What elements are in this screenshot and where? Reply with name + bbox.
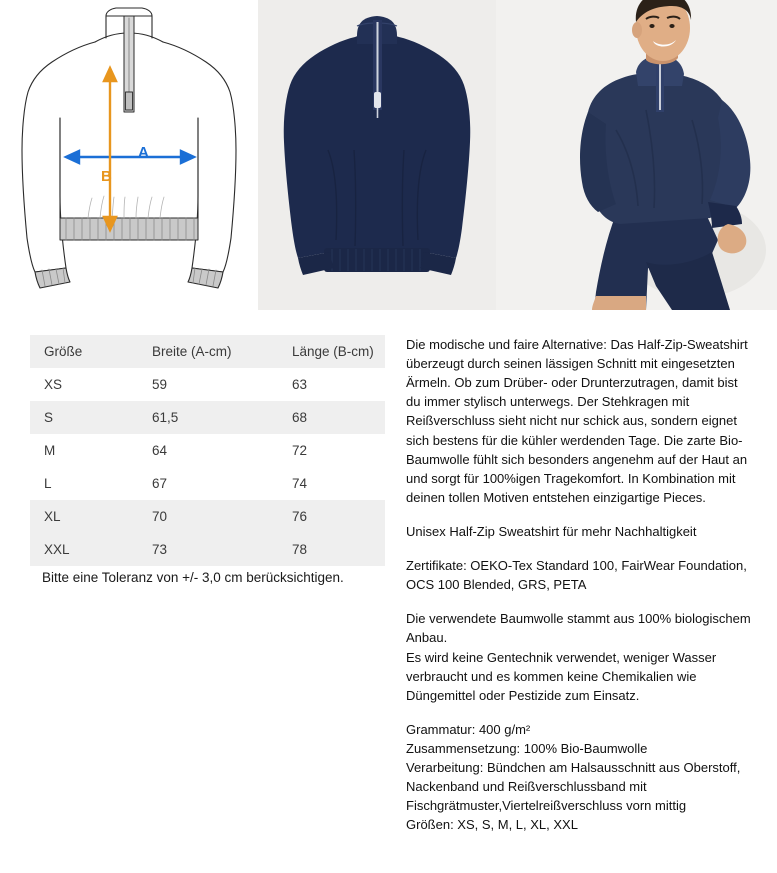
model-photo <box>496 0 777 310</box>
cell-length: 78 <box>292 542 308 557</box>
cell-size: S <box>44 410 54 425</box>
cell-size: L <box>44 476 52 491</box>
description-weight: Grammatur: 400 g/m² <box>406 721 531 737</box>
description-intro: Die modische und faire Alternative: Das Half-Zip-Sweatshirt überzeugt durch seinen lässigen Schnitt mit eingesetzten Ärmeln. Ob zum Drüber- oder Drunterzutragen, damit bist du immer stylisch unterwegs. Der Stehkragen mit Reißverschluss sieht nicht nur schick aus, sondern eignet sich bestens für die kühler werdenden Tage. Die zarte Bio-Baumwolle fühlt sich besonders angenehm auf der Haut an und sorgt für 100%igen Tragekomfort. In Kombination mit deinen tollen Motiven entstehen einzigartige Pieces. <box>406 337 748 505</box>
cell-length: 74 <box>292 476 308 491</box>
description-tagline: Unisex Half-Zip Sweatshirt für mehr Nachhaltigkeit <box>406 523 697 539</box>
table-row <box>30 533 385 566</box>
cell-length: 76 <box>292 509 308 524</box>
product-image-row <box>0 0 777 310</box>
table-row <box>30 401 385 434</box>
cell-width: 67 <box>152 476 168 491</box>
column-header-length: Länge (B-cm) <box>292 344 374 359</box>
description-no-gmo: Es wird keine Gentechnik verwendet, weniger Wasser verbraucht und es kommen keine Chemikalien wie Düngemittel oder Pestizide zum Einsatz. <box>406 649 717 703</box>
description-composition: Zusammensetzung: 100% Bio-Baumwolle <box>406 740 648 756</box>
column-header-width: Breite (A-cm) <box>152 344 232 359</box>
cell-width: 59 <box>152 377 168 392</box>
table-header-row <box>30 335 385 368</box>
cell-width: 73 <box>152 542 168 557</box>
technical-drawing-svg <box>0 0 258 310</box>
cell-size: XL <box>44 509 61 524</box>
description-cotton-origin: Die verwendete Baumwolle stammt aus 100% biologischem Anbau. <box>406 611 751 646</box>
product-flat-photo <box>258 0 496 310</box>
table-row <box>30 500 385 533</box>
cell-size: M <box>44 443 56 458</box>
description-cotton-block <box>406 609 752 705</box>
column-header-size: Größe <box>44 344 83 359</box>
cell-size: XXL <box>44 542 70 557</box>
table-row <box>30 368 385 401</box>
tolerance-note: Bitte eine Toleranz von +/- 3,0 cm berücksichtigen. <box>42 570 344 585</box>
table-row <box>30 434 385 467</box>
measurement-b-label: B <box>101 168 112 185</box>
model-photo-svg <box>496 0 777 310</box>
product-description <box>406 335 752 850</box>
cell-length: 72 <box>292 443 308 458</box>
cell-length: 68 <box>292 410 308 425</box>
size-chart-table <box>30 335 385 566</box>
cell-width: 61,5 <box>152 410 179 425</box>
cell-width: 64 <box>152 443 168 458</box>
description-specs-block <box>406 720 752 835</box>
table-row <box>30 467 385 500</box>
cell-width: 70 <box>152 509 168 524</box>
cell-size: XS <box>44 377 63 392</box>
measurement-a-label: A <box>138 144 149 161</box>
technical-drawing-image <box>0 0 258 310</box>
description-sizes: Größen: XS, S, M, L, XL, XXL <box>406 817 578 833</box>
cell-length: 63 <box>292 377 308 392</box>
product-flat-svg <box>258 0 496 310</box>
description-processing: Verarbeitung: Bündchen am Halsausschnitt aus Oberstoff, Nackenband und Reißverschlussband mit Fischgrätmuster,Viertelreißverschluss vorn mittig <box>406 760 741 814</box>
description-certificates: Zertifikate: OEKO-Tex Standard 100, FairWear Foundation, OCS 100 Blended, GRS, PETA <box>406 558 747 593</box>
